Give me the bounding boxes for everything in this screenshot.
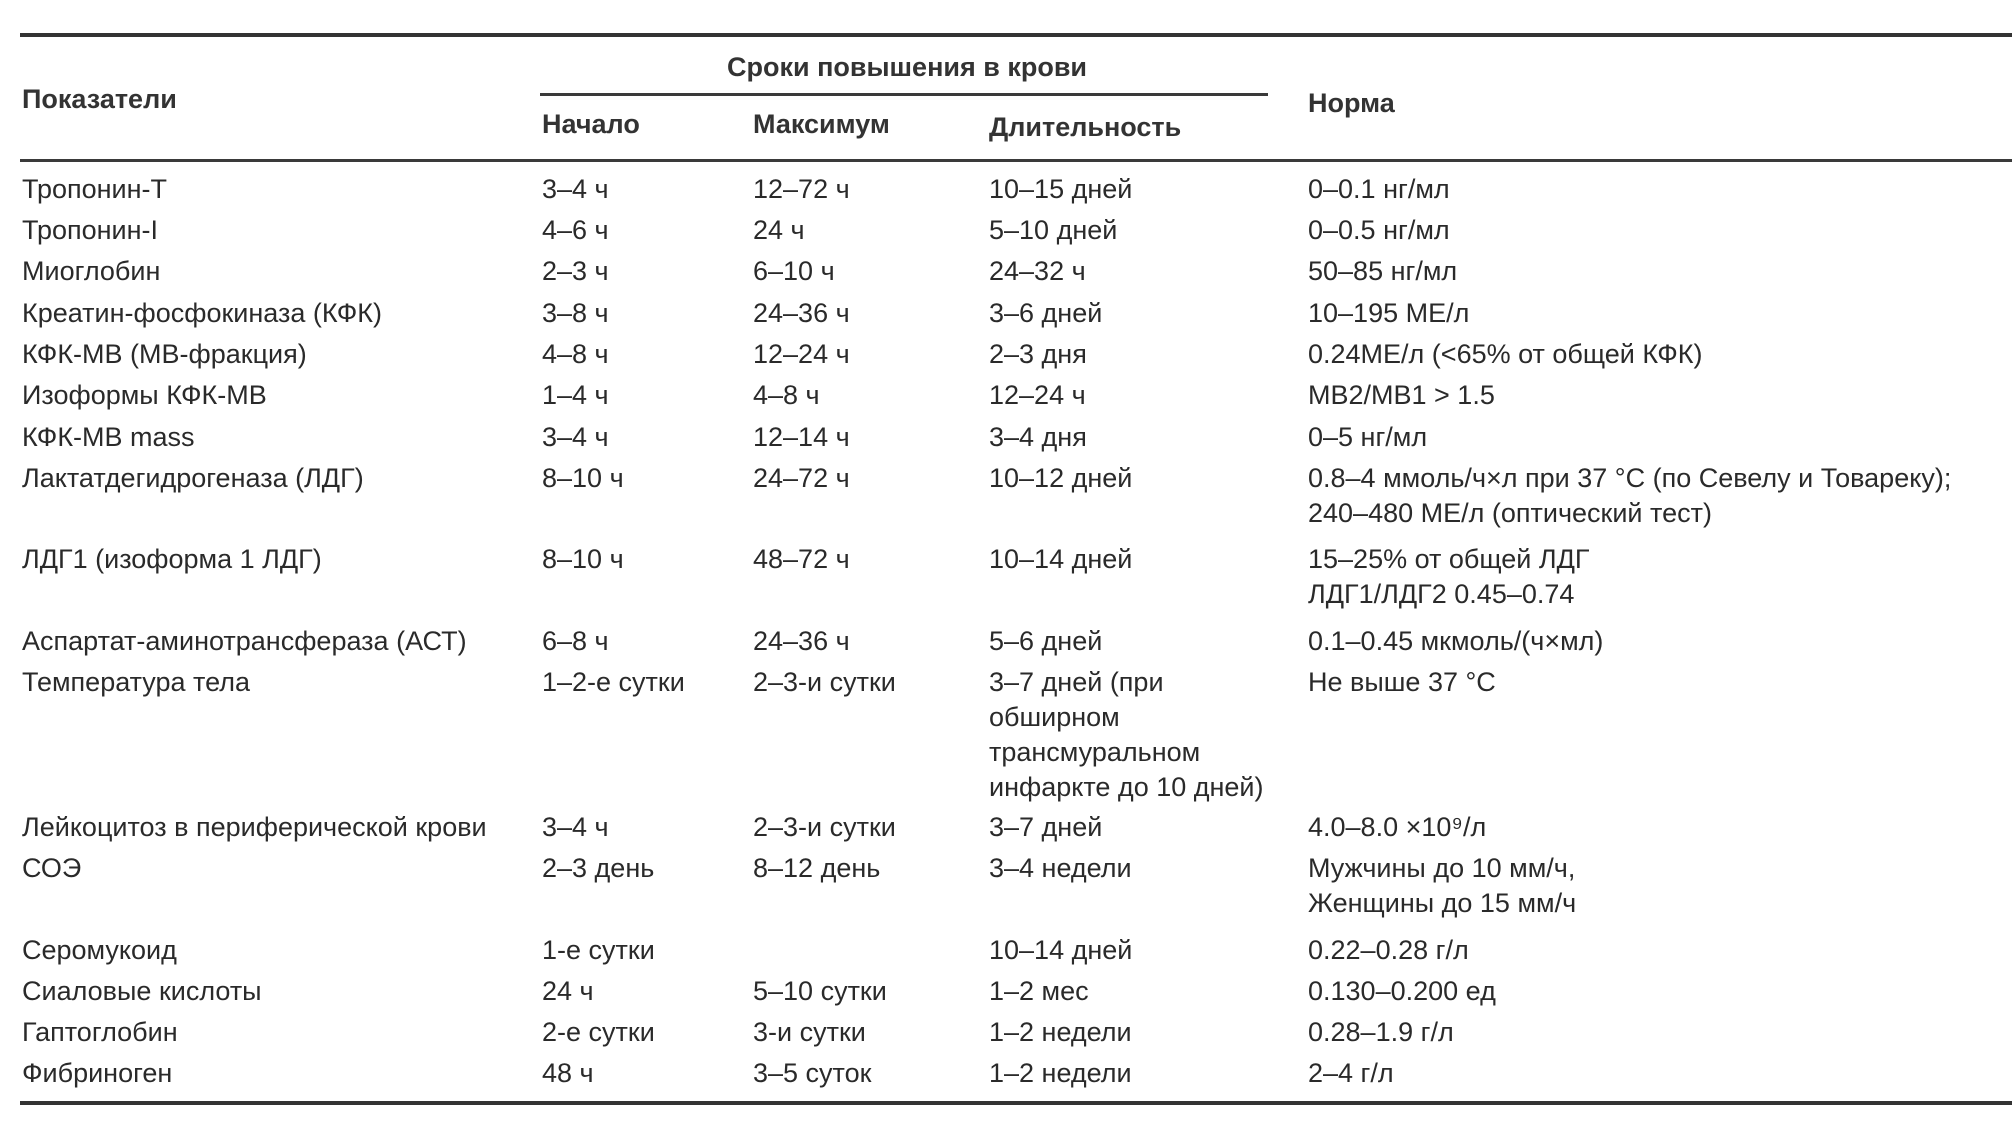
norm-cell: 0.130–0.200 ед <box>1308 976 1496 1006</box>
maximum-cell: 48–72 ч <box>753 544 850 574</box>
maximum-cell: 3-и сутки <box>753 1017 866 1047</box>
maximum-cell: 12–24 ч <box>753 339 850 369</box>
table-bottom-rule <box>20 1101 2012 1105</box>
duration-cell: 10–14 дней <box>989 544 1133 574</box>
indicator-cell: Аспартат-аминотрансфераза (АСТ) <box>22 626 467 656</box>
start-cell: 3–4 ч <box>542 174 609 204</box>
duration-cell: 10–15 дней <box>989 174 1133 204</box>
norm-cell: МВ2/МВ1 > 1.5 <box>1308 380 1495 410</box>
start-cell: 3–8 ч <box>542 298 609 328</box>
header-group-title: Сроки повышения в крови <box>727 52 1088 82</box>
indicator-cell: КФК-МВ mass <box>22 422 195 452</box>
duration-cell: 3–4 недели <box>989 853 1132 883</box>
norm-cell: 0–0.1 нг/мл <box>1308 174 1450 204</box>
duration-cell: 3–7 дней (при обширном трансмуральном инфаркте до 10 дней) <box>989 667 1264 802</box>
header-duration: Длительность <box>989 112 1182 142</box>
header-maximum: Максимум <box>753 109 890 139</box>
indicator-cell: Креатин-фосфокиназа (КФК) <box>22 298 382 328</box>
norm-cell: 0.1–0.45 мкмоль/(ч×мл) <box>1308 626 1604 656</box>
norm-cell: 15–25% от общей ЛДГ ЛДГ1/ЛДГ2 0.45–0.74 <box>1308 544 1590 609</box>
header-norm: Норма <box>1308 88 1395 118</box>
indicator-cell: Фибриноген <box>22 1058 173 1088</box>
duration-cell: 1–2 недели <box>989 1058 1132 1088</box>
start-cell: 1–4 ч <box>542 380 609 410</box>
norm-cell: Не выше 37 °С <box>1308 667 1496 697</box>
norm-cell: 50–85 нг/мл <box>1308 256 1458 286</box>
start-cell: 4–6 ч <box>542 215 609 245</box>
norm-cell: 0.22–0.28 г/л <box>1308 935 1469 965</box>
maximum-cell: 24–36 ч <box>753 626 850 656</box>
start-cell: 3–4 ч <box>542 812 609 842</box>
start-cell: 6–8 ч <box>542 626 609 656</box>
duration-cell: 3–7 дней <box>989 812 1103 842</box>
header-start: Начало <box>542 109 640 139</box>
start-cell: 8–10 ч <box>542 463 624 493</box>
indicator-cell: Изоформы КФК-МВ <box>22 380 267 410</box>
duration-cell: 10–14 дней <box>989 935 1133 965</box>
duration-cell: 1–2 недели <box>989 1017 1132 1047</box>
duration-cell: 24–32 ч <box>989 256 1086 286</box>
maximum-cell: 24 ч <box>753 215 805 245</box>
start-cell: 24 ч <box>542 976 594 1006</box>
indicator-cell: Лейкоцитоз в периферической крови <box>22 812 487 842</box>
duration-cell: 3–6 дней <box>989 298 1103 328</box>
norm-cell: 10–195 МЕ/л <box>1308 298 1470 328</box>
start-cell: 4–8 ч <box>542 339 609 369</box>
header-indicators: Показатели <box>22 84 177 114</box>
indicator-cell: Тропонин-I <box>22 215 159 245</box>
indicator-cell: КФК-МВ (МВ-фракция) <box>22 339 307 369</box>
maximum-cell: 8–12 день <box>753 853 881 883</box>
indicator-cell: Сиаловые кислоты <box>22 976 262 1006</box>
table-top-rule <box>20 33 2012 37</box>
start-cell: 48 ч <box>542 1058 594 1088</box>
indicator-cell: Лактатдегидрогеназа (ЛДГ) <box>22 463 364 493</box>
maximum-cell: 6–10 ч <box>753 256 835 286</box>
maximum-cell: 4–8 ч <box>753 380 820 410</box>
start-cell: 8–10 ч <box>542 544 624 574</box>
header-group-rule <box>540 93 1268 96</box>
maximum-cell: 24–72 ч <box>753 463 850 493</box>
norm-cell: 0.24МЕ/л (<65% от общей КФК) <box>1308 339 1703 369</box>
maximum-cell: 3–5 суток <box>753 1058 872 1088</box>
maximum-cell: 24–36 ч <box>753 298 850 328</box>
indicator-cell: Серомукоид <box>22 935 177 965</box>
duration-cell: 10–12 дней <box>989 463 1133 493</box>
norm-cell: 2–4 г/л <box>1308 1058 1394 1088</box>
duration-cell: 12–24 ч <box>989 380 1086 410</box>
maximum-cell: 12–72 ч <box>753 174 850 204</box>
indicator-cell: Тропонин-Т <box>22 174 168 204</box>
norm-cell: 4.0–8.0 ×10⁹/л <box>1308 812 1487 842</box>
duration-cell: 2–3 дня <box>989 339 1087 369</box>
start-cell: 1–2-е сутки <box>542 667 685 697</box>
duration-cell: 3–4 дня <box>989 422 1087 452</box>
indicator-cell: Миоглобин <box>22 256 161 286</box>
duration-cell: 5–6 дней <box>989 626 1103 656</box>
indicator-cell: Гаптоглобин <box>22 1017 178 1047</box>
norm-cell: 0–0.5 нг/мл <box>1308 215 1450 245</box>
maximum-cell: 2–3-и сутки <box>753 812 896 842</box>
norm-cell: Мужчины до 10 мм/ч, Женщины до 15 мм/ч <box>1308 853 1577 918</box>
indicator-cell: Температура тела <box>22 667 250 697</box>
norm-cell: 0.28–1.9 г/л <box>1308 1017 1454 1047</box>
duration-cell: 1–2 мес <box>989 976 1089 1006</box>
indicator-cell: СОЭ <box>22 853 82 883</box>
maximum-cell: 5–10 сутки <box>753 976 887 1006</box>
start-cell: 1-е сутки <box>542 935 655 965</box>
norm-cell: 0.8–4 ммоль/ч×л при 37 °С (по Севелу и Товареку); 240–480 МЕ/л (оптический тест) <box>1308 463 1952 528</box>
start-cell: 2–3 ч <box>542 256 609 286</box>
maximum-cell: 2–3-и сутки <box>753 667 896 697</box>
maximum-cell: 12–14 ч <box>753 422 850 452</box>
header-bottom-rule <box>20 159 2012 162</box>
start-cell: 2-е сутки <box>542 1017 655 1047</box>
start-cell: 2–3 день <box>542 853 655 883</box>
duration-cell: 5–10 дней <box>989 215 1118 245</box>
indicator-cell: ЛДГ1 (изоформа 1 ЛДГ) <box>22 544 322 574</box>
norm-cell: 0–5 нг/мл <box>1308 422 1428 452</box>
start-cell: 3–4 ч <box>542 422 609 452</box>
